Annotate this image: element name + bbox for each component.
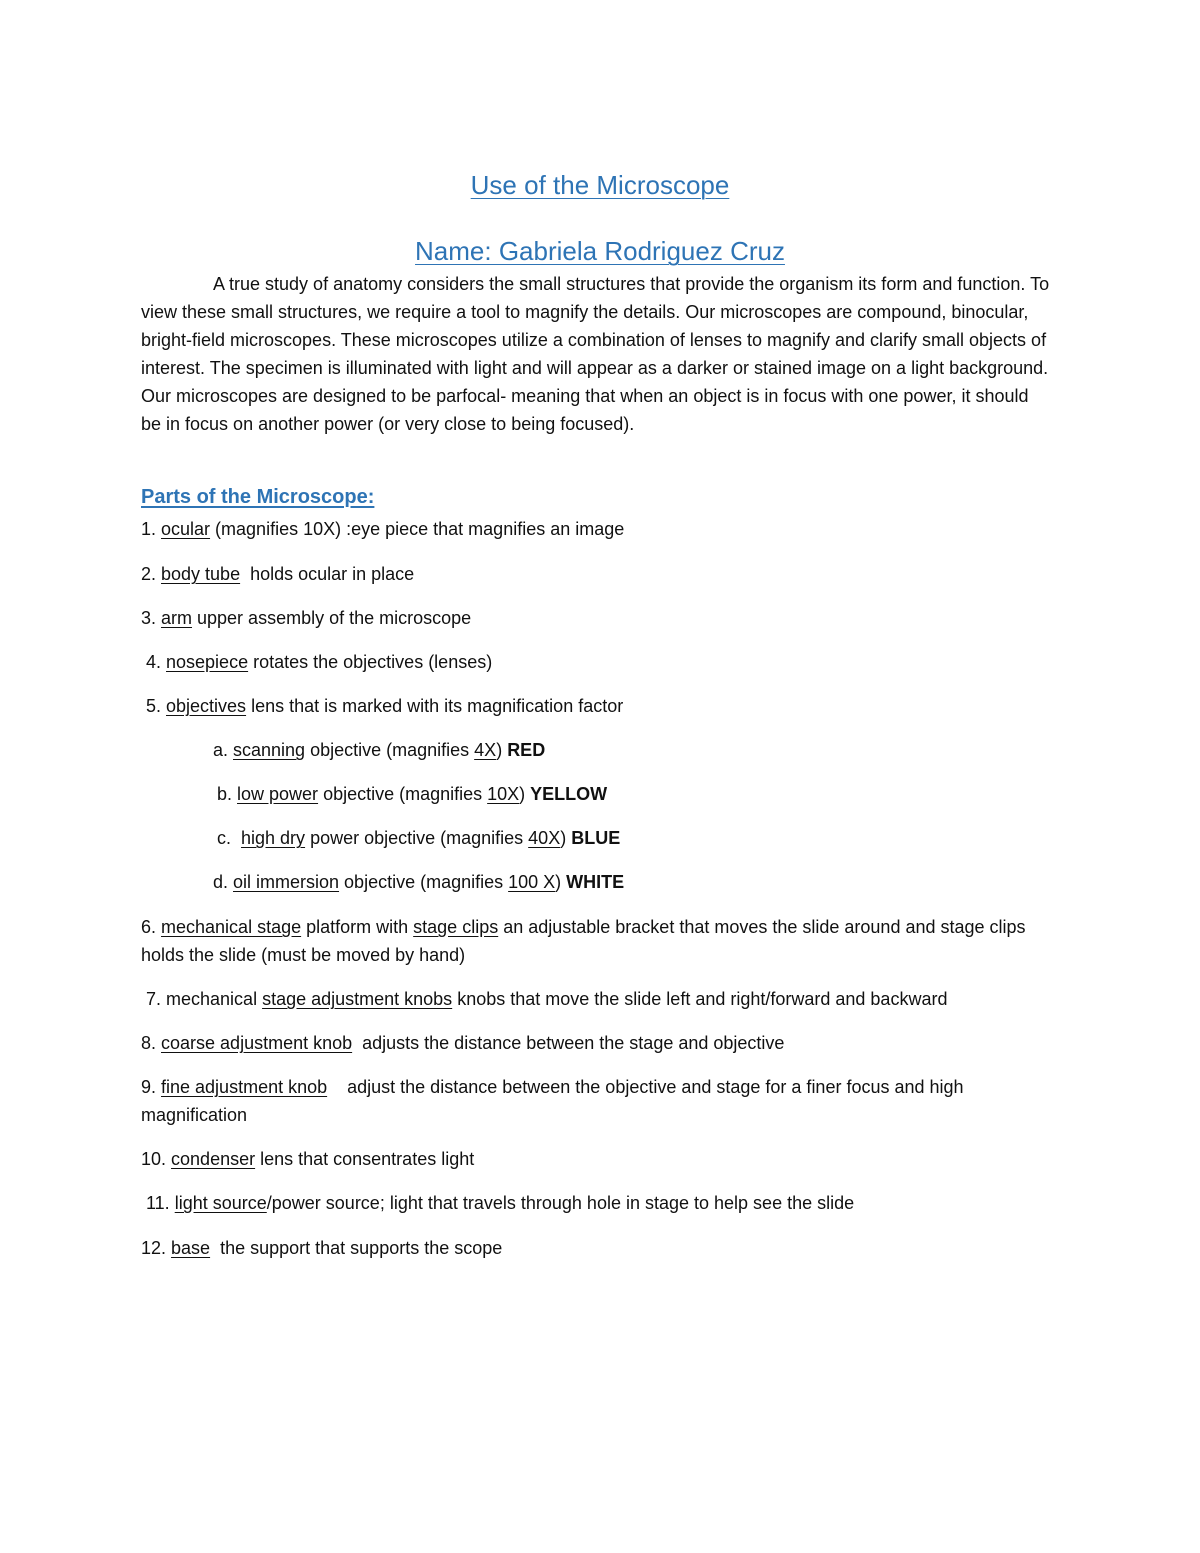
part-description: an adjustable bracket that moves the slide around and stage clips holds the slide (must be moved by hand) [141, 917, 1026, 965]
part-number: 8. [141, 1033, 162, 1053]
document-title-text: Use of the Microscope [470, 170, 730, 200]
objective-item-oil-immersion [213, 868, 1128, 896]
objective-term: oil immersion [233, 872, 340, 892]
objective-color: YELLOW [530, 784, 608, 804]
part-description: /power source; light that travels through hole in stage to help see the slide [266, 1193, 855, 1213]
intro-paragraph [141, 270, 1051, 438]
part-number: 12. [141, 1238, 172, 1258]
objective-letter: c. [217, 828, 242, 848]
objective-description: objective (magnifies [305, 740, 475, 760]
objective-description: power objective (magnifies [305, 828, 529, 848]
part-item-arm [141, 604, 1056, 632]
part-term: arm [161, 608, 193, 628]
objective-description: objective (magnifies [318, 784, 488, 804]
part-description: (magnifies 10X) :eye piece that magnifies an image [210, 519, 625, 539]
part-description: platform with [301, 917, 414, 937]
part-term: stage adjustment knobs [262, 989, 453, 1009]
part-description: the support that supports the scope [210, 1238, 503, 1258]
part-term: condenser [171, 1149, 256, 1169]
objective-magnification: 4X [474, 740, 497, 760]
objective-close: ) [560, 828, 572, 848]
part-item-body-tube [141, 560, 1056, 588]
intro-text: A true study of anatomy considers the small structures that provide the organism its form and function. To view these small structures, we require a tool to magnify the details. Our microscopes are compound, binocular, bright-field microscopes. These microscopes utilize a combination of lenses to magnify and clarify small objects of interest. The specimen is illuminated with light and will appear as a darker or stained image on a light background. Our microscopes are designed to be parfocal- meaning that when an object is in focus with one power, it should be in focus on another power (or very close to being focused). [141, 274, 1050, 434]
part-item-condenser [141, 1145, 1056, 1173]
part-item-mechanical-stage [141, 913, 1056, 969]
part-description: lens that consentrates light [255, 1149, 475, 1169]
part-term: coarse adjustment knob [161, 1033, 353, 1053]
part-description: rotates the objectives (lenses) [248, 652, 493, 672]
part-prefix: mechanical [166, 989, 263, 1009]
part-item-base [141, 1234, 1056, 1262]
objective-magnification: 10X [487, 784, 520, 804]
part-description: adjusts the distance between the stage and objective [352, 1033, 785, 1053]
objective-item-scanning [213, 736, 1128, 764]
part-item-coarse-adjustment-knob [141, 1029, 1056, 1057]
objective-color: RED [507, 740, 546, 760]
part-item-objectives [141, 692, 1056, 720]
part-number: 7. [141, 989, 167, 1009]
objective-description: objective (magnifies [339, 872, 509, 892]
part-term-secondary: stage clips [413, 917, 499, 937]
part-number: 3. [141, 608, 162, 628]
objective-term: scanning [233, 740, 306, 760]
part-number: 4. [141, 652, 167, 672]
part-item-ocular [141, 515, 1056, 543]
part-term: objectives [166, 696, 247, 716]
objective-term: high dry [241, 828, 306, 848]
part-item-fine-adjustment-knob [141, 1073, 1056, 1129]
part-description: lens that is marked with its magnification factor [246, 696, 624, 716]
part-item-light-source [141, 1189, 1056, 1217]
objective-color: BLUE [571, 828, 621, 848]
part-number: 11. [141, 1193, 175, 1213]
section-heading: Parts of the Microscope: [141, 486, 375, 508]
part-term: base [171, 1238, 211, 1258]
part-description: adjust the distance between the objective and stage for a finer focus and high magnification [141, 1077, 969, 1125]
part-term: body tube [161, 564, 241, 584]
document-title [0, 170, 1200, 201]
part-number: 1. [141, 519, 162, 539]
part-term: fine adjustment knob [161, 1077, 328, 1097]
objective-letter: a. [213, 740, 234, 760]
part-description: upper assembly of the microscope [192, 608, 472, 628]
part-number: 6. [141, 917, 162, 937]
objective-color: WHITE [566, 872, 625, 892]
part-term: nosepiece [166, 652, 249, 672]
part-description: holds ocular in place [240, 564, 415, 584]
objective-magnification: 100 X [508, 872, 556, 892]
part-number: 2. [141, 564, 162, 584]
objective-item-low-power [217, 780, 1132, 808]
objective-magnification: 40X [528, 828, 561, 848]
part-item-nosepiece [141, 648, 1056, 676]
objective-letter: b. [217, 784, 238, 804]
part-term: light source [174, 1193, 267, 1213]
objective-item-high-dry [217, 824, 1132, 852]
part-term: mechanical stage [161, 917, 302, 937]
objective-term: low power [237, 784, 319, 804]
objective-close: ) [519, 784, 531, 804]
part-description: knobs that move the slide left and right/forward and backward [452, 989, 948, 1009]
objective-close: ) [555, 872, 567, 892]
objective-letter: d. [213, 872, 234, 892]
student-name [0, 236, 1200, 267]
part-item-stage-adjustment-knobs [141, 985, 1056, 1013]
objective-close: ) [496, 740, 508, 760]
student-name-text: Name: Gabriela Rodriguez Cruz [415, 236, 785, 266]
part-number: 9. [141, 1077, 162, 1097]
part-term: ocular [161, 519, 211, 539]
part-number: 10. [141, 1149, 172, 1169]
part-number: 5. [141, 696, 167, 716]
